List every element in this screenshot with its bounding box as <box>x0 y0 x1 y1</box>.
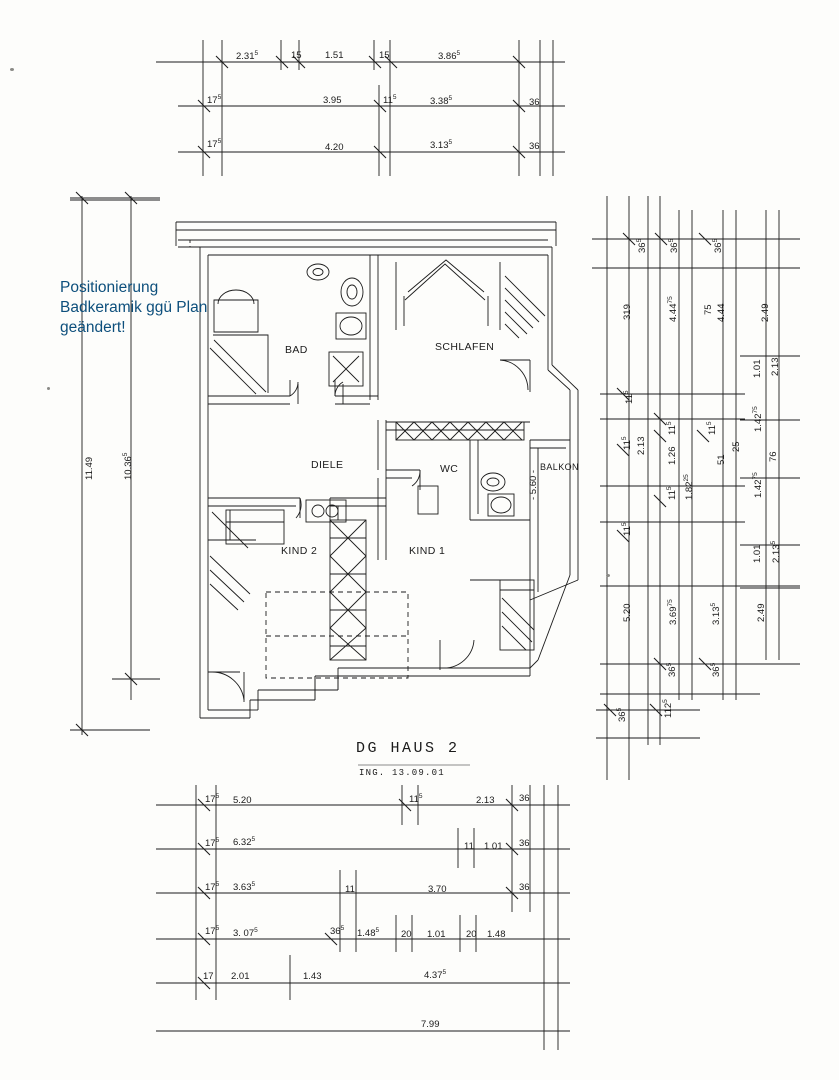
dimension-right-6 <box>716 304 727 323</box>
dimension-bottom-23 <box>203 971 214 982</box>
dimension-right-23 <box>621 523 633 537</box>
dimension-right-9 <box>752 360 763 379</box>
dimension-value: 36 <box>519 882 530 893</box>
dimension-right-12 <box>636 437 647 456</box>
dimension-value: 17 <box>205 794 216 806</box>
dimension-value: 20 <box>401 929 412 940</box>
dimension-value: 36 <box>617 711 629 722</box>
scan-speck <box>47 387 50 390</box>
dimension-value: 319 <box>622 304 633 320</box>
dimension-bottom-7 <box>464 841 474 852</box>
dimension-value: 3.13 <box>711 606 723 625</box>
dimension-sup: 5 <box>215 881 220 888</box>
page-title: DG HAUS 2 <box>356 740 460 757</box>
dimension-sup: 5 <box>666 486 673 491</box>
room-label-diele: DIELE <box>311 459 344 471</box>
dimension-sup: 5 <box>251 881 256 888</box>
dimension-sup: 5 <box>254 50 259 57</box>
dimension-sup: 5 <box>254 927 258 934</box>
dimension-value: 17 <box>205 926 216 938</box>
dimension-bottom-4 <box>519 793 530 804</box>
dimension-value: 1.42 <box>753 479 765 498</box>
dimension-value: 3.69 <box>668 606 680 625</box>
dimension-value: 7.99 <box>421 1019 440 1030</box>
scan-speck <box>606 574 610 577</box>
dimension-value: 2.13 <box>636 436 647 455</box>
dimension-right-10 <box>770 358 781 377</box>
dimension-value: 2.49 <box>756 603 767 622</box>
dimension-right-5 <box>703 304 714 315</box>
dimension-sup: 5 <box>710 662 717 667</box>
dimension-value: 3.70 <box>428 884 447 895</box>
dimension-value: 3.38 <box>430 96 449 108</box>
dimension-bottom-13 <box>428 884 447 895</box>
dimension-value: 17 <box>205 838 216 850</box>
dimension-right-14 <box>667 447 678 466</box>
dimension-value: 17 <box>203 971 214 982</box>
dimension-right-17 <box>716 454 727 465</box>
dimension-value: 51 <box>716 454 727 465</box>
room-label-bad: BAD <box>285 344 308 356</box>
dimension-bottom-19 <box>401 929 412 940</box>
dimension-right-20 <box>666 487 678 501</box>
dimension-value: 36 <box>669 242 681 253</box>
dimension-sup: 5 <box>215 925 220 932</box>
dimension-right-24 <box>752 545 763 564</box>
dimension-value: 4.37 <box>424 970 443 982</box>
dimension-bottom-0 <box>205 793 219 805</box>
dimension-value: 2.49 <box>760 303 771 322</box>
dimension-value: 5.20 <box>233 795 252 806</box>
dimension-value: 11 <box>464 841 474 852</box>
dimension-top-2 <box>325 50 344 61</box>
dimension-top-1 <box>291 50 302 61</box>
dimension-right-31 <box>710 663 722 677</box>
dimension-value: 75 <box>703 304 714 315</box>
dimension-top-5 <box>207 94 221 106</box>
dimension-right-4 <box>667 296 679 322</box>
dimension-sup: 5 <box>616 707 623 712</box>
dimension-value: 36 <box>711 666 723 677</box>
dimension-right-13 <box>666 422 678 436</box>
dimension-sup: 5 <box>442 969 447 976</box>
dimension-bottom-26 <box>424 969 446 981</box>
dimension-right-11 <box>621 437 633 451</box>
dimension-value: 17 <box>207 95 218 107</box>
dimension-sup: 5 <box>770 540 777 545</box>
dimension-value: 20 <box>466 929 477 940</box>
dimension-value: 10.36 <box>123 456 135 480</box>
dimension-value: 4.44 <box>716 303 727 322</box>
dimension-value: 11.49 <box>84 456 95 480</box>
dimension-right-3 <box>622 304 633 320</box>
dimension-right-22 <box>752 472 764 498</box>
dimension-bottom-12 <box>345 884 355 895</box>
dimension-sup: 5 <box>392 94 397 101</box>
dimension-top-3 <box>379 50 390 61</box>
dimension-value: 1.42 <box>753 413 765 432</box>
dimension-sup: 5 <box>636 238 643 243</box>
dimension-bottom-27 <box>421 1019 440 1030</box>
dimension-sup: 5 <box>448 95 453 102</box>
dimension-bottom-10 <box>205 881 219 893</box>
room-label-kind-1: KIND 1 <box>409 545 446 557</box>
dimension-value: 11 <box>707 425 719 435</box>
dimension-value: 1.82 <box>684 481 696 500</box>
dimension-sup: 5 <box>215 793 220 800</box>
dimension-value: 17 <box>207 139 218 151</box>
dimension-sup: 5 <box>251 836 256 843</box>
dimension-value: 11 <box>667 425 679 435</box>
dimension-bottom-3 <box>476 795 495 806</box>
room-label-kind-2: KIND 2 <box>281 545 318 557</box>
dimension-value: 3. 07 <box>233 928 255 940</box>
dimension-sup: 5 <box>706 421 713 426</box>
dimension-value: 11 <box>383 95 393 107</box>
dimension-value: 36 <box>529 141 540 152</box>
dimension-right-2 <box>712 239 724 253</box>
dimension-value: 1.48 <box>357 928 376 940</box>
dimension-value: 25 <box>731 441 742 452</box>
dimension-value: 2.31 <box>236 51 255 63</box>
dimension-right-8 <box>623 391 635 405</box>
dimension-right-27 <box>667 599 679 625</box>
dimension-right-19 <box>768 451 779 462</box>
dimension-value: 15 <box>291 50 302 61</box>
dimension-top-9 <box>529 97 540 108</box>
dimension-value: 5.20 <box>622 603 633 622</box>
dimension-value: 36 <box>713 242 725 253</box>
dimension-value: 4.44 <box>668 303 680 322</box>
level-label: - 5.60 - <box>528 469 539 500</box>
dimension-value: 11 <box>622 526 634 536</box>
dimension-value: 15 <box>379 50 390 61</box>
dimension-value: 36 <box>529 97 540 108</box>
dimension-right-21 <box>683 474 695 500</box>
dimension-value: 11 <box>345 884 355 895</box>
room-label-wc: WC <box>440 463 459 475</box>
dimension-sup: 5 <box>456 50 461 57</box>
dimension-value: 11 <box>667 490 679 500</box>
annotation-note: Positionierung Badkeramik ggü Plan geändert! <box>60 279 208 337</box>
dimension-value: 2.13 <box>476 795 495 806</box>
dimension-bottom-20 <box>427 929 446 940</box>
dimension-value: 6.32 <box>233 837 252 849</box>
dimension-right-16 <box>752 406 764 432</box>
dimension-value: 1.43 <box>303 971 322 982</box>
dimension-bottom-5 <box>205 837 219 849</box>
dimension-right-26 <box>622 604 633 623</box>
dimension-value: 3.63 <box>233 882 252 894</box>
dimension-sup: 5 <box>666 421 673 426</box>
dimension-value: 36 <box>637 242 649 253</box>
dimension-value: 3.86 <box>438 51 457 63</box>
dimension-sup: 5 <box>662 699 669 703</box>
dimension-sup: 5 <box>418 793 423 800</box>
room-label-schlafen: SCHLAFEN <box>435 341 495 353</box>
dimension-value: 11 <box>622 440 634 450</box>
dimension-value: 1.01 <box>427 929 446 940</box>
dimension-bottom-22 <box>487 929 506 940</box>
dimension-top-11 <box>325 142 344 153</box>
dimension-value: 11 <box>409 794 419 806</box>
dimension-sup: 5 <box>621 436 628 441</box>
dimension-top-6 <box>323 95 342 106</box>
dimension-sup: 75 <box>752 406 759 414</box>
dimension-value: 1.01 <box>752 359 763 378</box>
dimension-sup: 5 <box>217 138 222 145</box>
dimension-bottom-11 <box>233 881 255 893</box>
dimension-value: 17 <box>205 882 216 894</box>
dimension-value: 1.48 <box>487 929 506 940</box>
dimension-right-1 <box>668 239 680 253</box>
dimension-right-30 <box>666 663 678 677</box>
dimension-value: 2.13 <box>770 357 781 376</box>
dimension-value: 1 01 <box>484 841 503 852</box>
dimension-bottom-25 <box>303 971 322 982</box>
dimension-top-10 <box>207 138 221 150</box>
dimension-sup: 5 <box>668 238 675 243</box>
dimension-value: 11 <box>624 394 636 404</box>
dimension-bottom-24 <box>231 971 250 982</box>
page-subtitle: ING. 13.09.01 <box>359 768 445 778</box>
dimension-top-0 <box>236 50 258 62</box>
dimension-bottom-1 <box>233 795 252 806</box>
dimension-value: 76 <box>768 451 779 462</box>
scan-speck <box>10 68 14 71</box>
room-label-balkon: BALKON <box>540 462 579 472</box>
dimension-sup: 75 <box>752 472 759 480</box>
dimension-sup: 5 <box>666 662 673 667</box>
dimension-right-29 <box>756 604 767 623</box>
dimension-top-7 <box>383 94 397 106</box>
dimension-bottom-15 <box>205 925 219 937</box>
dimension-value: 36 <box>519 838 530 849</box>
dimension-sup: 75 <box>667 599 674 607</box>
dimension-right-32 <box>616 708 628 722</box>
dimension-top-12 <box>430 139 452 151</box>
dimension-value: 1.01 <box>752 544 763 563</box>
dimension-value: 36 <box>330 926 341 938</box>
dimension-value: 4.20 <box>325 142 344 153</box>
dimension-value: 3.95 <box>323 95 342 106</box>
dimension-right-0 <box>636 239 648 253</box>
dimension-left-1 <box>84 457 95 480</box>
dimension-value: 1.26 <box>667 446 678 465</box>
dimension-bottom-2 <box>409 793 423 805</box>
dimension-sup: 5 <box>217 94 222 101</box>
dimension-sup: 75 <box>667 296 674 304</box>
dimension-right-28 <box>710 603 722 625</box>
dimension-value: 1.51 <box>325 50 344 61</box>
dimension-top-13 <box>529 141 540 152</box>
dimension-value: 2.13 <box>771 544 783 563</box>
dimension-sup: 5 <box>621 522 628 527</box>
dimension-bottom-14 <box>519 882 530 893</box>
dimension-bottom-6 <box>233 836 255 848</box>
dimension-value: 3.13 <box>430 140 449 152</box>
dimension-value: 112 <box>663 702 675 718</box>
dimension-sup: 5 <box>623 390 630 395</box>
dimension-sup: 5 <box>712 238 719 243</box>
dimension-top-8 <box>430 95 452 107</box>
dimension-right-33 <box>662 699 674 718</box>
dimension-right-18 <box>731 441 742 452</box>
dimension-sup: 5 <box>448 139 453 146</box>
dimension-top-4 <box>438 50 460 62</box>
dimension-bottom-16 <box>233 927 258 939</box>
dimension-sup: 5 <box>710 602 717 607</box>
dimension-sup: 5 <box>122 452 129 457</box>
dimension-value: 36 <box>519 793 530 804</box>
dimension-sup: 5 <box>375 927 380 934</box>
dimension-right-25 <box>770 541 782 563</box>
dimension-bottom-9 <box>519 838 530 849</box>
dimension-bottom-21 <box>466 929 477 940</box>
dimension-bottom-17 <box>330 925 344 937</box>
dimension-bottom-8 <box>484 841 503 852</box>
dimension-sup: 25 <box>683 474 690 482</box>
dimension-right-7 <box>760 304 771 323</box>
dimension-sup: 5 <box>215 837 220 844</box>
dimension-value: 2.01 <box>231 971 250 982</box>
dimension-bottom-18 <box>357 927 379 939</box>
dimension-left-2 <box>122 453 134 480</box>
dimension-value: 36 <box>667 666 679 677</box>
dimension-sup: 5 <box>340 925 345 932</box>
dimension-right-15 <box>706 422 718 436</box>
